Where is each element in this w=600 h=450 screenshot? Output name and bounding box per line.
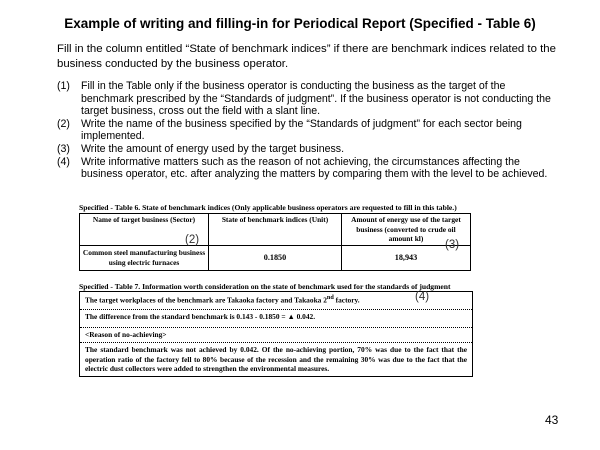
table7-caption: Specified - Table 7. Information worth consideration on the state of benchmark used for the standards of judgment	[79, 282, 451, 291]
item-text: Write the name of the business specified by the “Standards of judgment” for each sector being implemented.	[81, 117, 522, 143]
consideration-row-difference: The difference from the standard benchmark is 0.143 - 0.1850 = ▲ 0.042.	[80, 310, 472, 328]
item-number: (2)	[57, 117, 70, 130]
item-number: (1)	[57, 80, 70, 92]
cell-energy-amount: 18,943	[341, 245, 470, 270]
item-text: Write the amount of energy used by the target business.	[81, 142, 345, 155]
list-item	[57, 156, 557, 181]
instruction-list	[57, 80, 557, 181]
table-header-row	[80, 214, 471, 246]
benchmark-table	[79, 213, 471, 271]
table-row	[80, 245, 471, 270]
consideration-row-reason: The standard benchmark was not achieved by 0.042. Of the no-achieving portion, 70% was due to the fact that the operation ratio of the factory fell to 80% because of the recession and the remaining 30% was due to the fact that the electric dust collectors were added to strengthen the environmental measures.	[85, 345, 467, 373]
workplaces-text-end: factory.	[333, 295, 360, 305]
page-number: 43	[545, 413, 559, 427]
marker-2: (2)	[185, 234, 200, 246]
marker-4: (4)	[415, 291, 430, 303]
intro-text: Fill in the column entitled “State of benchmark indices” if there are benchmark indices related to the business conducted by the business operator.	[57, 43, 556, 70]
header-benchmark-indices: State of benchmark indices (Unit)	[209, 214, 342, 246]
item-text: Fill in the Table only if the business operator is conducting the business as the target of the benchmark prescribed by the “Standards of judgment”. If the business operator is not conducting the target business, cross out the field with a slant line.	[81, 80, 551, 118]
cell-target-business: Common steel manufacturing business using electric furnaces	[80, 245, 209, 270]
item-number: (3)	[57, 142, 70, 155]
workplaces-text: The target workplaces of the benchmark are Takaoka factory and Takaoka 2	[85, 295, 327, 305]
consideration-table	[79, 291, 473, 377]
list-item	[57, 80, 557, 118]
cell-benchmark-value: 0.1850	[209, 245, 342, 270]
list-item	[57, 118, 557, 143]
table6-caption: Specified - Table 6. State of benchmark indices (Only applicable business operators are requested to fill in this table.)	[79, 203, 457, 212]
page-title: Example of writing and filling-in for Periodical Report (Specified - Table 6)	[64, 16, 536, 31]
header-target-business: Name of target business (Sector)	[80, 214, 209, 246]
consideration-row-reason-heading: <Reason of no-achieving>	[80, 328, 472, 343]
consideration-row-workplaces	[80, 292, 472, 310]
marker-3: (3)	[445, 239, 460, 251]
item-number: (4)	[57, 155, 70, 168]
item-text: Write informative matters such as the reason of not achieving, the circumstances affecting the business operator, etc. after analyzing the matters by comparing them with the level to be achieved.	[81, 155, 548, 181]
ordinal-suffix: nd	[326, 295, 334, 301]
header-energy-amount: Amount of energy use of the target business (converted to crude oil amount kl)	[341, 214, 470, 246]
list-item	[57, 143, 557, 156]
